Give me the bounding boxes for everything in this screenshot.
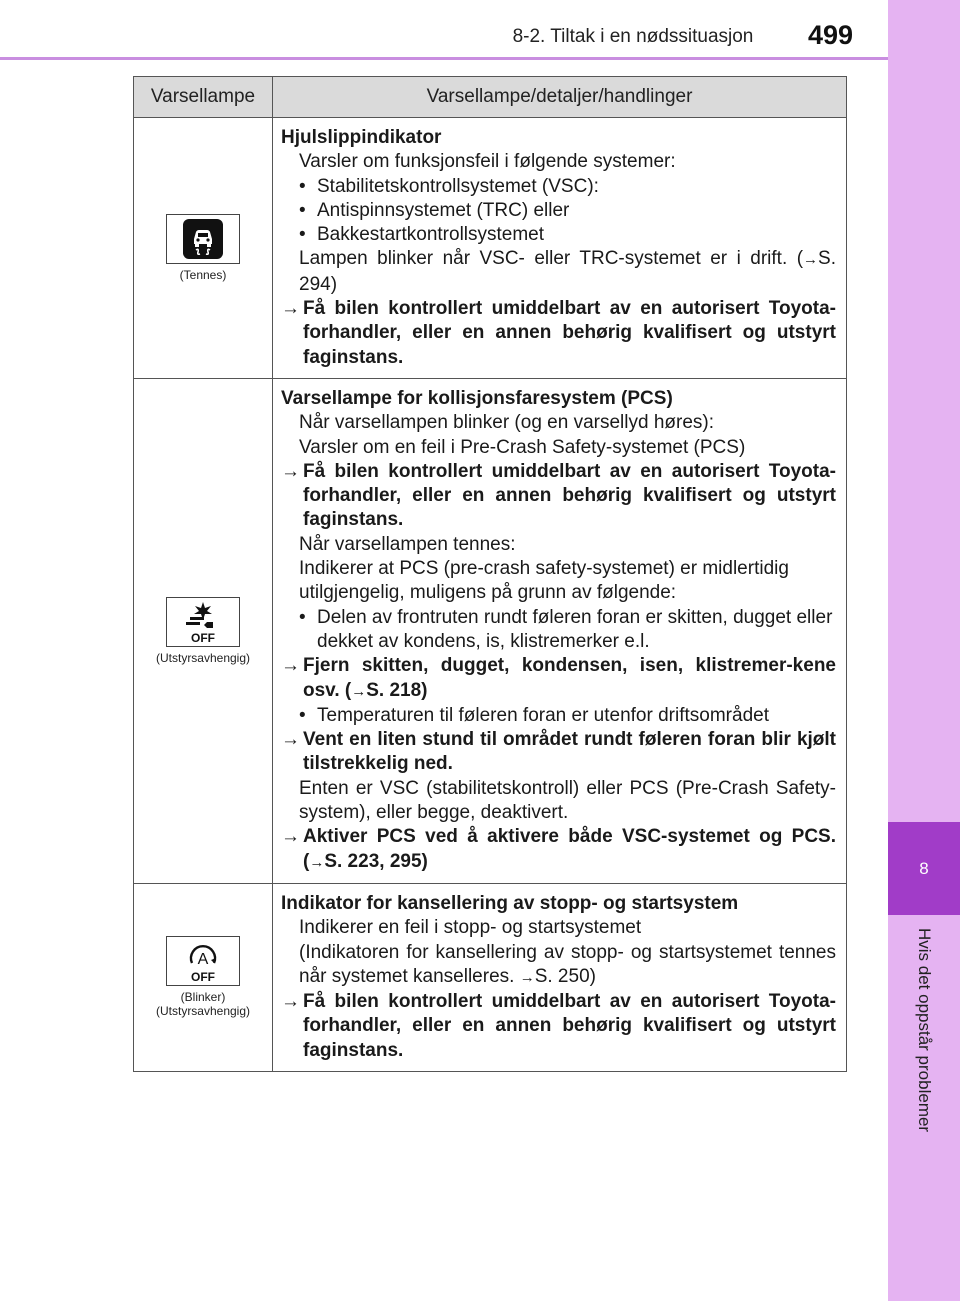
arrow-icon: → bbox=[281, 655, 300, 677]
icon-caption: (Utstyrsavhengig) bbox=[155, 650, 251, 665]
chapter-label: Hvis det oppstår problemer bbox=[915, 928, 934, 1133]
row-text: Indikerer en feil i stopp- og startsystemet bbox=[299, 917, 642, 939]
row-text: Når varsellampen blinker (og en varsellyd høres): bbox=[299, 412, 714, 434]
action-item: → Få bilen kontrollert umiddelbart av en autorisert Toyota-forhandler, eller en annen behørig kvalifisert og utstyrt faginstans. bbox=[281, 991, 836, 1061]
details-cell bbox=[273, 378, 847, 883]
row-text: Indikerer at PCS (pre-crash safety-systemet) er midlertidig utilgjengelig, muligens på grunn av følgende: bbox=[299, 558, 789, 604]
details-cell bbox=[273, 118, 847, 379]
icon-cell bbox=[134, 883, 273, 1071]
list-item: • Antispinnsystemet (TRC) eller bbox=[299, 199, 570, 221]
arrow-icon: → bbox=[351, 682, 367, 700]
icon-cell bbox=[134, 378, 273, 883]
action-item: → Få bilen kontrollert umiddelbart av en autorisert Toyota-forhandler, eller en annen behørig kvalifisert og utstyrt faginstans. bbox=[281, 298, 836, 368]
svg-text:A: A bbox=[197, 951, 209, 969]
chapter-number: 8 bbox=[888, 822, 960, 915]
arrow-icon: → bbox=[281, 460, 300, 482]
table-row bbox=[134, 118, 847, 379]
details-cell bbox=[273, 883, 847, 1071]
icon-caption: (Utstyrsavhengig) bbox=[155, 1004, 251, 1019]
list-item: • Delen av frontruten rundt føleren foran er skitten, dugget eller dekket av kondens, is, klistremerker e.l. bbox=[299, 606, 833, 652]
arrow-icon: → bbox=[281, 826, 300, 848]
arrow-icon: → bbox=[281, 729, 300, 751]
table-row bbox=[134, 883, 847, 1071]
arrow-icon: → bbox=[281, 991, 300, 1013]
section-title: 8-2. Tiltak i en nødssituasjon bbox=[512, 26, 754, 47]
list-item: • Stabilitetskontrollsystemet (VSC): bbox=[299, 175, 599, 197]
row-text: Når varsellampen tennes: bbox=[299, 533, 516, 555]
row-title: Varsellampe for kollisjonsfaresystem (PCS) bbox=[281, 387, 673, 409]
row-title: Indikator for kansellering av stopp- og startsystem bbox=[281, 892, 739, 914]
row-text: Varsler om funksjonsfeil i følgende systemer: bbox=[299, 151, 676, 173]
arrow-icon: → bbox=[309, 853, 325, 871]
action-item: → Få bilen kontrollert umiddelbart av en autorisert Toyota-forhandler, eller en annen behørig kvalifisert og utstyrt faginstans. bbox=[281, 460, 836, 531]
svg-text:OFF: OFF bbox=[191, 970, 215, 984]
row-text: Enten er VSC (stabilitetskontroll) eller PCS (Pre-Crash Safety-system), eller begge, deaktivert. bbox=[299, 777, 836, 824]
svg-text:OFF: OFF bbox=[191, 630, 215, 644]
icon-cell bbox=[134, 118, 273, 379]
table-header-row bbox=[134, 77, 847, 118]
list-item: • Temperaturen til føleren foran er utenfor driftsområdet bbox=[299, 704, 769, 726]
arrow-icon: → bbox=[519, 968, 535, 986]
table-row bbox=[134, 378, 847, 883]
stop-start-off-icon bbox=[166, 936, 240, 986]
column-header-details: Varsellampe/detaljer/handlinger bbox=[273, 77, 847, 118]
warning-light-table bbox=[133, 76, 847, 1072]
pcs-off-icon bbox=[166, 597, 240, 647]
icon-caption: (Blinker) bbox=[180, 990, 226, 1005]
header-rule bbox=[0, 57, 888, 60]
row-text: (Indikatoren for kansellering av stopp- og startsystemet tennes når systemet kanselleres. →S. 250) bbox=[299, 941, 836, 987]
row-title: Hjulslippindikator bbox=[281, 127, 442, 148]
row-text: Lampen blinker når VSC- eller TRC-systemet er i drift. (→S. 294) bbox=[299, 248, 836, 295]
action-item: → Fjern skitten, dugget, kondensen, isen, klistremer-kene osv. (→S. 218) bbox=[281, 655, 836, 701]
row-text: Varsler om en feil i Pre-Crash Safety-systemet (PCS) bbox=[299, 436, 746, 458]
slip-indicator-icon bbox=[166, 214, 240, 264]
icon-caption: (Tennes) bbox=[179, 267, 227, 282]
action-item: → Vent en liten stund til området rundt føleren foran blir kjølt tilstrekkelig ned. bbox=[281, 729, 836, 775]
list-item: • Bakkestartkontrollsystemet bbox=[299, 224, 545, 246]
arrow-icon: → bbox=[803, 251, 819, 269]
column-header-light: Varsellampe bbox=[134, 77, 273, 118]
arrow-icon: → bbox=[281, 298, 300, 320]
page-number: 499 bbox=[808, 20, 854, 50]
action-item: → Aktiver PCS ved å aktivere både VSC-systemet og PCS. (→S. 223, 295) bbox=[281, 826, 836, 872]
